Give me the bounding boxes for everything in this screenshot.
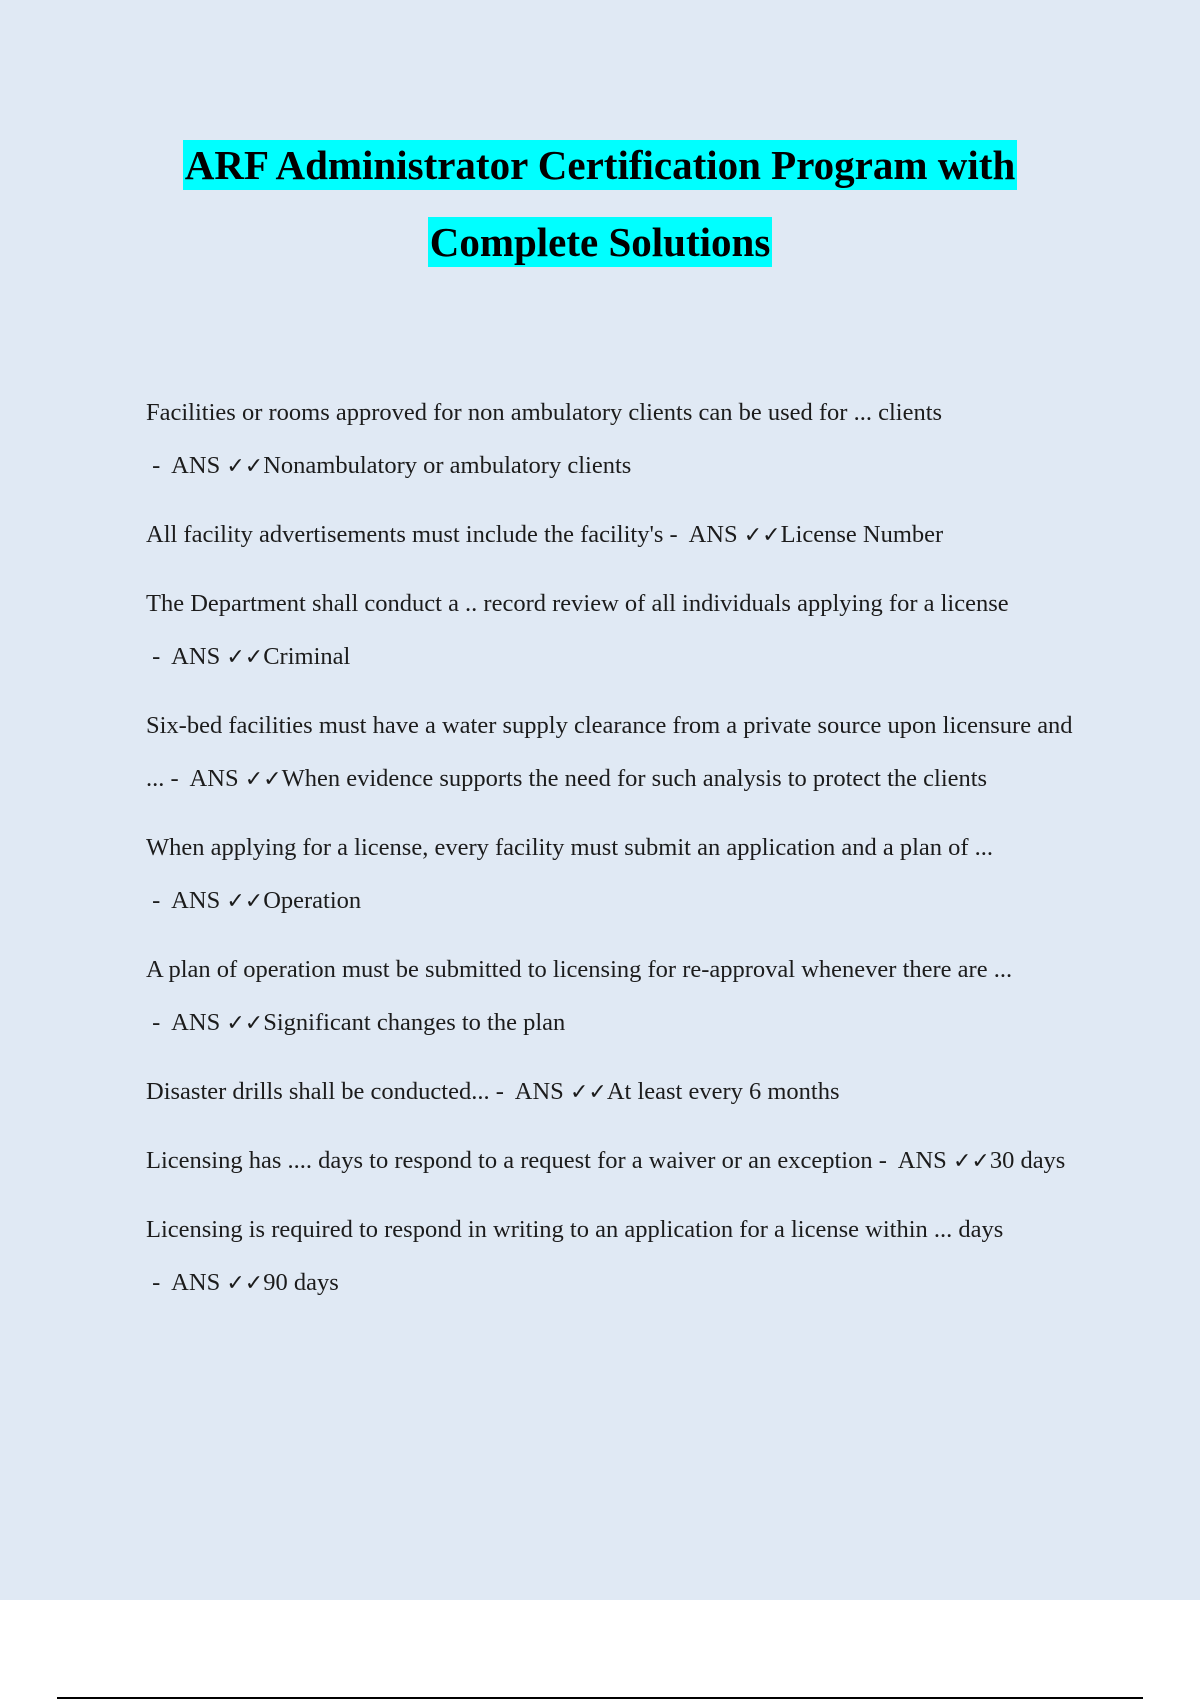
answer-text: At least every 6 months (606, 1078, 840, 1105)
qa-item-9 (146, 1203, 1086, 1310)
answer-text: 90 days (263, 1269, 339, 1296)
double-check-icon: ✓✓ (226, 889, 264, 914)
question-text: Facilities or rooms approved for non ambulatory clients can be used for ... clients (146, 399, 943, 426)
title-line-1: ARF Administrator Certification Program with (184, 142, 1016, 188)
question-text: When applying for a license, every facility must submit an application and a plan of ... (146, 834, 994, 861)
double-check-icon: ✓✓ (226, 1271, 264, 1296)
qa-item-7 (146, 1065, 1086, 1119)
answer-marker: - ANS (146, 1009, 227, 1036)
question-text: Disaster drills shall be conducted... (146, 1078, 490, 1105)
question-text: A plan of operation must be submitted to licensing for re-approval whenever there are ... (146, 956, 1013, 983)
double-check-icon: ✓✓ (743, 523, 781, 548)
answer-text: Nonambulatory or ambulatory clients (263, 452, 632, 479)
answer-text: Significant changes to the plan (263, 1009, 566, 1036)
answer-text: When evidence supports the need for such analysis to protect the clients (281, 765, 988, 792)
answer-marker: - ANS (872, 1147, 953, 1174)
qa-list (146, 386, 1086, 1325)
question-text: Licensing has .... days to respond to a request for a waiver or an exception (146, 1147, 873, 1174)
document-title (0, 140, 1200, 267)
answer-marker: - ANS (146, 1269, 227, 1296)
answer-text: 30 days (989, 1147, 1066, 1174)
double-check-icon: ✓✓ (226, 1011, 264, 1036)
question-text: Six-bed facilities must have a water supply clearance from a private source upon licensure and ... (146, 712, 1073, 792)
qa-item-2 (146, 508, 1086, 562)
answer-marker: - ANS (146, 887, 227, 914)
title-line-2: Complete Solutions (429, 219, 771, 265)
footer-rule (57, 1697, 1143, 1699)
qa-item-8 (146, 1134, 1086, 1188)
answer-marker: - ANS (146, 452, 227, 479)
answer-text: License Number (780, 521, 944, 548)
double-check-icon: ✓✓ (226, 454, 264, 479)
question-text: Licensing is required to respond in writing to an application for a license within ... days (146, 1216, 1004, 1243)
qa-item-5 (146, 821, 1086, 928)
question-text: All facility advertisements must include the facility's (146, 521, 664, 548)
double-check-icon: ✓✓ (244, 767, 282, 792)
qa-item-6 (146, 943, 1086, 1050)
double-check-icon: ✓✓ (569, 1080, 607, 1105)
double-check-icon: ✓✓ (226, 645, 264, 670)
answer-marker: - ANS (489, 1078, 570, 1105)
answer-marker: - ANS (164, 765, 245, 792)
qa-item-3 (146, 577, 1086, 684)
answer-text: Criminal (263, 643, 351, 670)
answer-marker: - ANS (663, 521, 744, 548)
qa-item-4 (146, 699, 1086, 806)
qa-item-1 (146, 386, 1086, 493)
answer-text: Operation (263, 887, 362, 914)
question-text: The Department shall conduct a .. record review of all individuals applying for a license (146, 590, 1009, 617)
answer-marker: - ANS (146, 643, 227, 670)
double-check-icon: ✓✓ (952, 1149, 990, 1174)
